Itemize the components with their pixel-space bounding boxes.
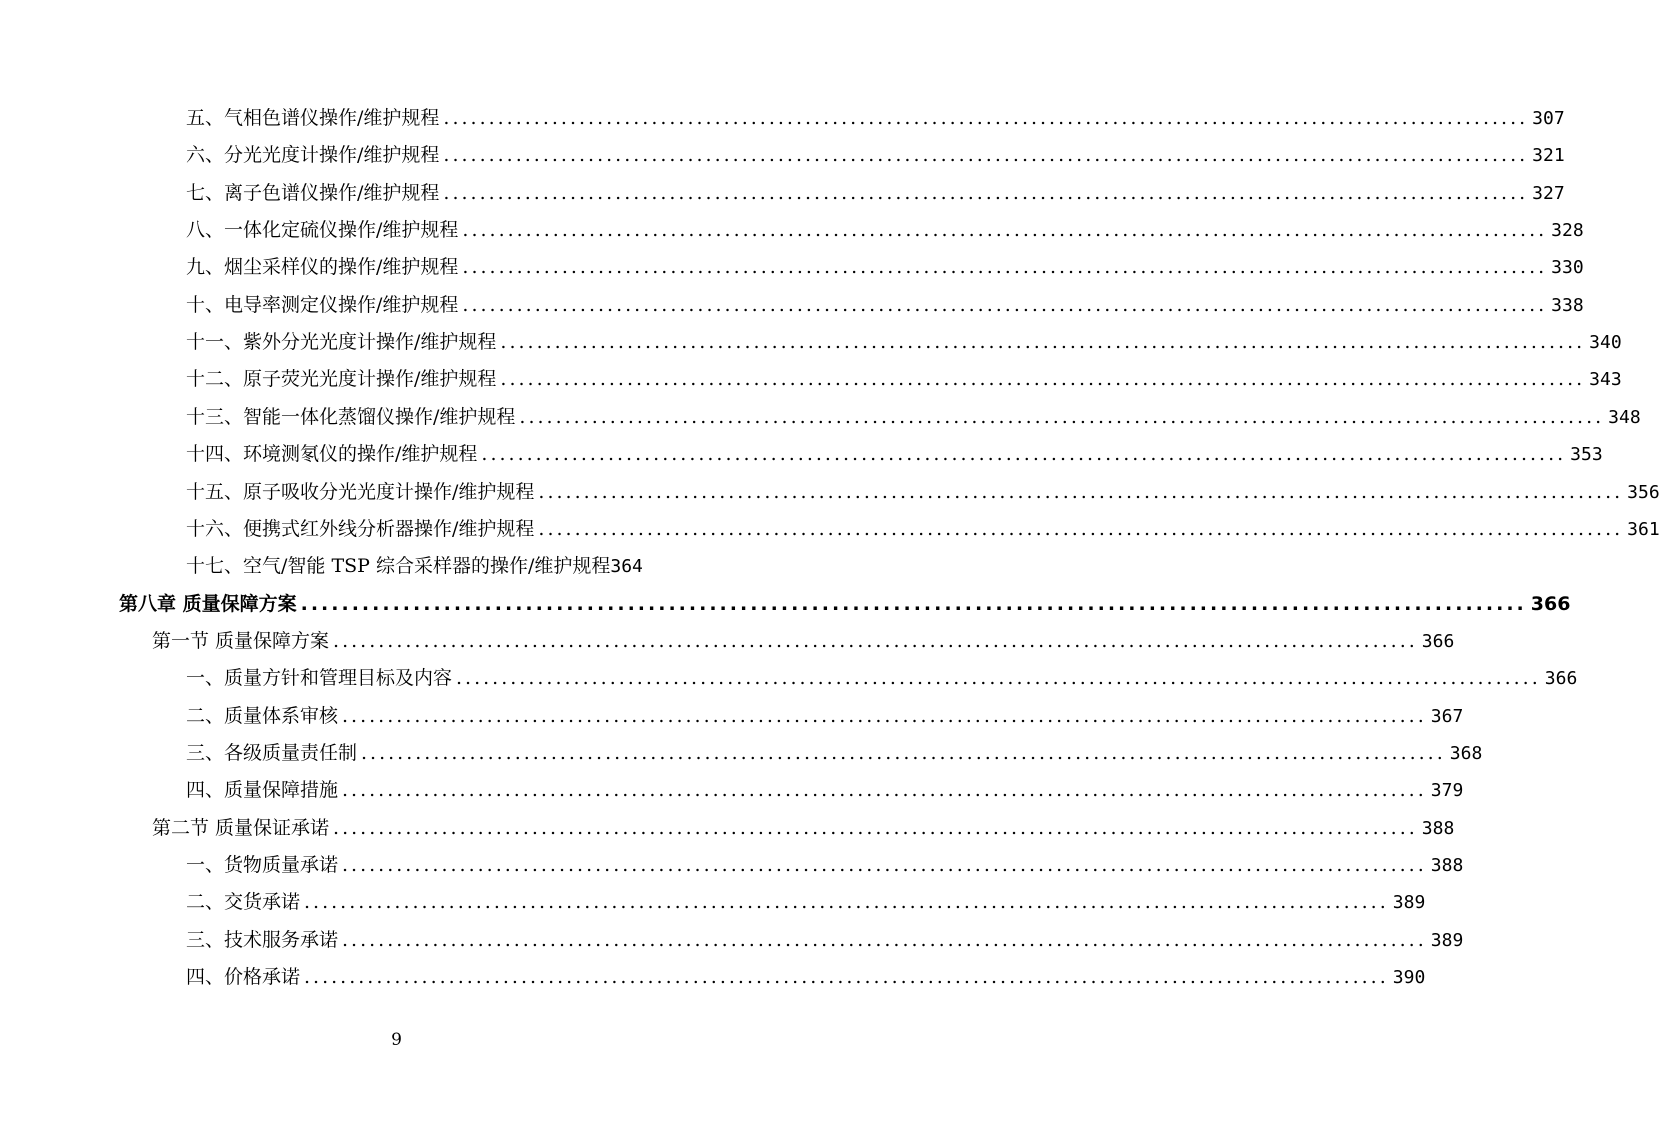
toc-item-entry[interactable] <box>186 660 1578 697</box>
toc-entry-page-number: 353 <box>1570 444 1603 466</box>
toc-dot-leader: ........................................................................................................................ <box>333 816 1418 839</box>
toc-dot-leader: ........................................................................................................................ <box>304 966 1389 989</box>
toc-item-entry[interactable] <box>186 959 1426 996</box>
toc-item-entry[interactable] <box>186 884 1426 921</box>
toc-item-entry[interactable] <box>186 324 1622 361</box>
toc-item-entry[interactable] <box>186 287 1584 324</box>
toc-entry-title: 二、质量体系审核 <box>186 704 339 727</box>
toc-dot-leader: ........................................................................................................................ <box>481 443 1567 466</box>
toc-entry-page-number: 356 <box>1627 481 1660 503</box>
toc-entry-title: 八、一体化定硫仪操作/维护规程 <box>186 219 459 242</box>
toc-entry-page-number: 321 <box>1532 145 1565 167</box>
toc-section-entry[interactable] <box>152 623 1455 660</box>
toc-entry-title: 七、离子色谱仪操作/维护规程 <box>186 181 440 204</box>
toc-entry-page-number: 366 <box>1530 592 1571 615</box>
toc-entry-title: 十五、原子吸收分光光度计操作/维护规程 <box>186 480 535 503</box>
toc-entry-page-number: 307 <box>1532 108 1565 129</box>
toc-dot-leader: ........................................................................................................................ <box>462 256 1548 279</box>
toc-entry-page-number: 328 <box>1551 220 1584 242</box>
toc-dot-leader: ........................................................................................................................ <box>500 331 1586 354</box>
toc-chapter-entry[interactable] <box>119 586 1571 623</box>
toc-entry-page-number: 366 <box>1544 668 1578 690</box>
toc-dot-leader: ........................................................................................................................ <box>456 667 1541 690</box>
toc-item-entry[interactable] <box>186 137 1565 174</box>
toc-entry-page-number: 340 <box>1589 332 1622 354</box>
toc-item-entry[interactable] <box>186 212 1584 249</box>
toc-dot-leader: ........................................................................................................................ <box>443 181 1529 204</box>
toc-item-entry[interactable] <box>186 548 675 585</box>
toc-dot-leader: ........................................................................................................................ <box>462 219 1548 242</box>
toc-entry-page-number: 361 <box>1627 518 1660 540</box>
toc-entry-page-number: 343 <box>1589 369 1622 391</box>
toc-entry-page-number: 338 <box>1551 294 1584 316</box>
toc-item-entry[interactable] <box>186 735 1483 772</box>
toc-dot-leader: ........................................................................................................................ <box>333 629 1418 652</box>
toc-item-entry[interactable] <box>186 474 1660 511</box>
toc-dot-leader: ........................................................................................................................ <box>342 928 1427 951</box>
toc-item-entry[interactable] <box>186 399 1641 436</box>
toc-entry-page-number: 388 <box>1430 855 1464 876</box>
toc-entry-title: 十一、紫外分光光度计操作/维护规程 <box>186 331 497 354</box>
toc-dot-leader: ........................................................................................................................ <box>443 144 1529 167</box>
toc-entry-title: 十四、环境测氡仪的操作/维护规程 <box>186 443 478 466</box>
toc-dot-leader: ........................................................................................................................ <box>342 779 1427 802</box>
toc-item-entry[interactable] <box>186 249 1584 286</box>
toc-dot-leader: ........................................................................................................................ <box>342 854 1427 876</box>
toc-entry-title: 四、价格承诺 <box>186 966 301 989</box>
toc-entry-title: 三、技术服务承诺 <box>186 928 339 951</box>
toc-entry-page-number: 388 <box>1421 817 1455 839</box>
toc-entry-page-number: 330 <box>1551 257 1584 279</box>
toc-entry-title: 三、各级质量责任制 <box>186 741 358 764</box>
toc-item-entry[interactable] <box>186 175 1565 212</box>
toc-dot-leader: ........................................................................................................................ <box>304 891 1389 914</box>
toc-entry-title: 六、分光光度计操作/维护规程 <box>186 144 440 167</box>
toc-section-entry[interactable] <box>152 810 1455 847</box>
toc-dot-leader: ........................................................................................................................ <box>538 480 1624 503</box>
toc-entry-title: 第二节 质量保证承诺 <box>152 816 330 839</box>
toc-entry-page-number: 389 <box>1430 929 1464 951</box>
toc-item-entry[interactable] <box>186 361 1622 398</box>
toc-item-entry[interactable] <box>186 922 1464 959</box>
toc-dot-leader: ........................................................................................................................ <box>462 293 1548 316</box>
toc-entry-title: 第一节 质量保障方案 <box>152 629 330 652</box>
toc-entry-title: 五、气相色谱仪操作/维护规程 <box>186 107 440 129</box>
toc-entry-page-number: 364 <box>610 556 643 578</box>
toc-entry-title: 九、烟尘采样仪的操作/维护规程 <box>186 256 459 279</box>
toc-item-entry[interactable] <box>186 100 1565 137</box>
toc-entry-page-number: 379 <box>1430 780 1464 802</box>
toc-entry-page-number: 367 <box>1430 705 1464 727</box>
toc-entry-page-number: 389 <box>1392 892 1426 914</box>
toc-dot-leader: ........................................................................................................................ <box>500 368 1586 391</box>
toc-item-entry[interactable] <box>186 511 1660 548</box>
toc-entry-title: 一、货物质量承诺 <box>186 854 339 876</box>
toc-entry-page-number: 366 <box>1421 630 1455 652</box>
toc-dot-leader: ........................................................................................................................ <box>342 704 1427 727</box>
toc-entry-page-number: 390 <box>1392 967 1426 989</box>
toc-entry-title: 第八章 质量保障方案 <box>119 592 297 615</box>
toc-dot-leader: ........................................................................................................................ <box>538 517 1624 540</box>
toc-item-entry[interactable] <box>186 436 1603 473</box>
toc-item-entry[interactable] <box>186 847 1464 884</box>
toc-entry-page-number: 348 <box>1608 406 1641 428</box>
toc-entry-title: 十三、智能一体化蒸馏仪操作/维护规程 <box>186 405 516 428</box>
toc-dot-leader: ........................................................................................................................ <box>519 405 1605 428</box>
toc-item-entry[interactable] <box>186 698 1464 735</box>
toc-dot-leader: ........................................................................................................................ <box>361 741 1446 764</box>
toc-entry-title: 十二、原子荧光光度计操作/维护规程 <box>186 368 497 391</box>
toc-entry-title: 十七、空气/智能 TSP 综合采样器的操作/维护规程 <box>186 555 611 578</box>
toc-entry-title: 十、电导率测定仪操作/维护规程 <box>186 293 459 316</box>
toc-entry-title: 十六、便携式红外线分析器操作/维护规程 <box>186 517 535 540</box>
toc-dot-leader: ........................................................................................................................ <box>443 107 1529 129</box>
toc-item-entry[interactable] <box>186 772 1464 809</box>
toc-entry-title: 一、质量方针和管理目标及内容 <box>186 667 453 690</box>
toc-entry-page-number: 327 <box>1532 182 1565 204</box>
toc-entry-page-number: 368 <box>1449 742 1483 764</box>
toc-dot-leader: ........................................................................................................................ <box>300 592 1527 615</box>
toc-entry-title: 四、质量保障措施 <box>186 779 339 802</box>
page-number: 9 <box>391 1030 402 1050</box>
toc-entry-title: 二、交货承诺 <box>186 891 301 914</box>
